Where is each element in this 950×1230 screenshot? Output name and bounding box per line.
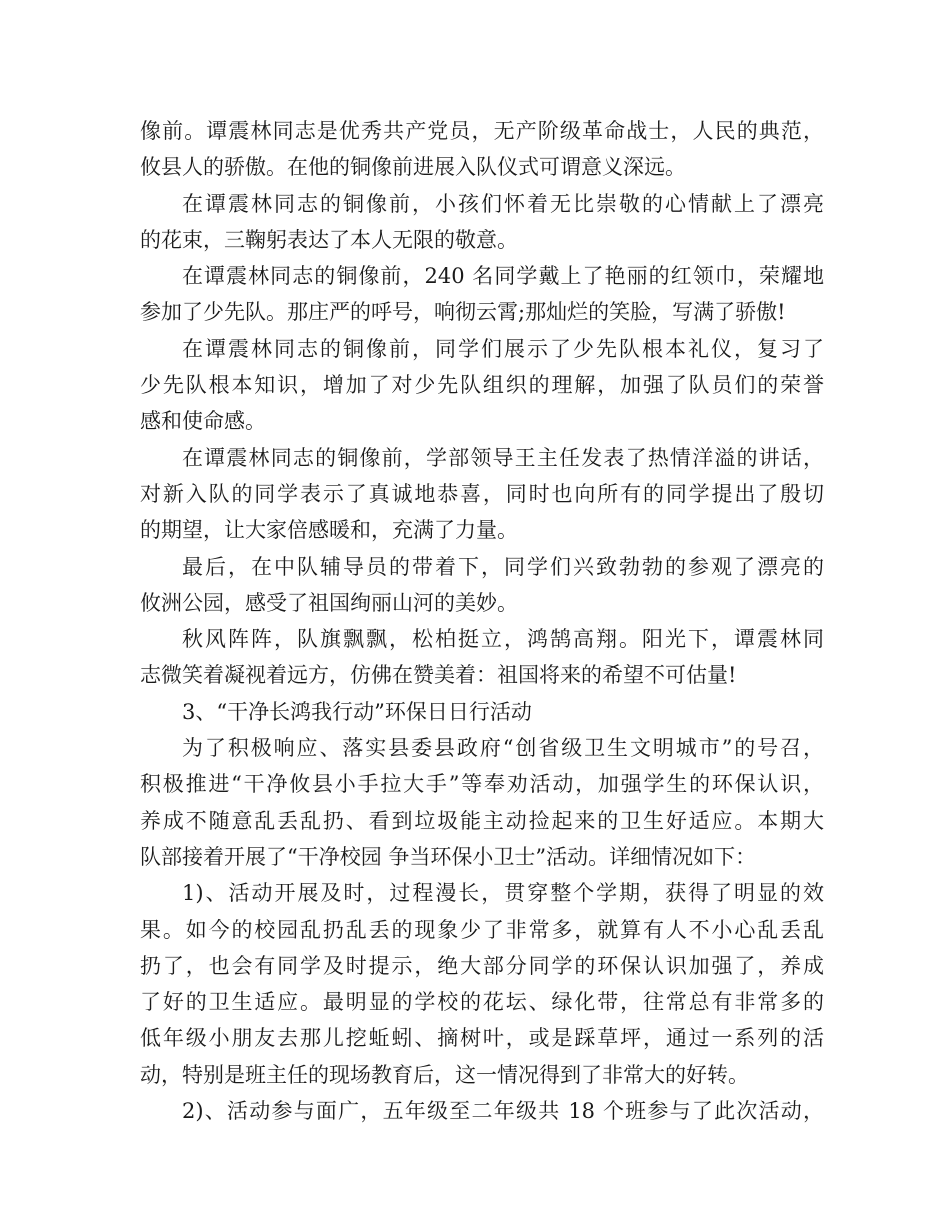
text-line: 扔了，也会有同学及时提示，绝大部分同学的环保认识加强了，养成 [140, 953, 824, 978]
text-line: 少先队根本知识，增加了对少先队组织的理解，加强了队员们的荣誉 [140, 373, 824, 398]
text-line: 在谭震林同志的铜像前，同学们展示了少先队根本礼仪，复习了 [182, 336, 824, 361]
text-line: 对新入队的同学表示了真诚地恭喜，同时也向所有的同学提出了殷切 [140, 481, 824, 506]
text-line: 队部接着开展了“干净校园 争当环保小卫士”活动。详细情况如下： [140, 844, 757, 869]
text-line: 攸县人的骄傲。在他的铜像前进展入队仪式可谓意义深远。 [140, 155, 686, 180]
text-line: 积极推进“干净攸县小手拉大手”等奉劝活动，加强学生的环保认识， [140, 772, 824, 797]
text-line: 在谭震林同志的铜像前，学部领导王主任发表了热情洋溢的讲话， [182, 445, 824, 470]
text-line: 感和使命感。 [140, 409, 266, 434]
text-line: 果。如今的校园乱扔乱丢的现象少了非常多，就算有人不小心乱丢乱 [140, 917, 824, 942]
text-line: 在谭震林同志的铜像前，小孩们怀着无比崇敬的心情献上了漂亮 [182, 191, 824, 216]
text-line: 像前。谭震林同志是优秀共产党员，无产阶级革命战士，人民的典范， [140, 119, 824, 143]
text-line: 动，特别是班主任的现场教育后，这一情况得到了非常大的好转。 [140, 1062, 749, 1087]
document-body [140, 113, 824, 1129]
text-line: 低年级小朋友去那儿挖蚯蚓、摘树叶，或是踩草坪，通过一系列的活 [140, 1026, 824, 1051]
text-line: 1)、活动开展及时，过程漫长，贯穿整个学期，获得了明显的效 [182, 881, 824, 906]
text-line: 参加了少先队。那庄严的呼号，响彻云霄;那灿烂的笑脸，写满了骄傲! [140, 300, 786, 325]
text-line: 志微笑着凝视着远方，仿佛在赞美着：祖国将来的希望不可估量! [140, 663, 737, 688]
section-heading: 3、“干净长鸿我行动”环保日日行活动 [182, 699, 532, 724]
text-line: 秋风阵阵，队旗飘飘，松柏挺立，鸿鹄高翔。阳光下，谭震林同 [182, 627, 824, 652]
text-line: 了好的卫生适应。最明显的学校的花坛、绿化带，往常总有非常多的 [140, 990, 824, 1015]
text-line: 为了积极响应、落实县委县政府“创省级卫生文明城市”的号召， [182, 736, 824, 761]
text-line: 养成不随意乱丢乱扔、看到垃圾能主动捡起来的卫生好适应。本期大 [140, 808, 824, 833]
text-line: 最后，在中队辅导员的带着下，同学们兴致勃勃的参观了漂亮的 [182, 554, 824, 579]
text-line: 的期望，让大家倍感暖和，充满了力量。 [140, 518, 518, 543]
text-line: 在谭震林同志的铜像前，240 名同学戴上了艳丽的红领巾，荣耀地 [182, 264, 824, 289]
text-line: 的花束，三鞠躬表达了本人无限的敬意。 [140, 227, 518, 252]
text-line: 2)、活动参与面广，五年级至二年级共 18 个班参与了此次活动， [182, 1099, 824, 1124]
text-line: 攸洲公园，感受了祖国绚丽山河的美妙。 [140, 590, 518, 615]
